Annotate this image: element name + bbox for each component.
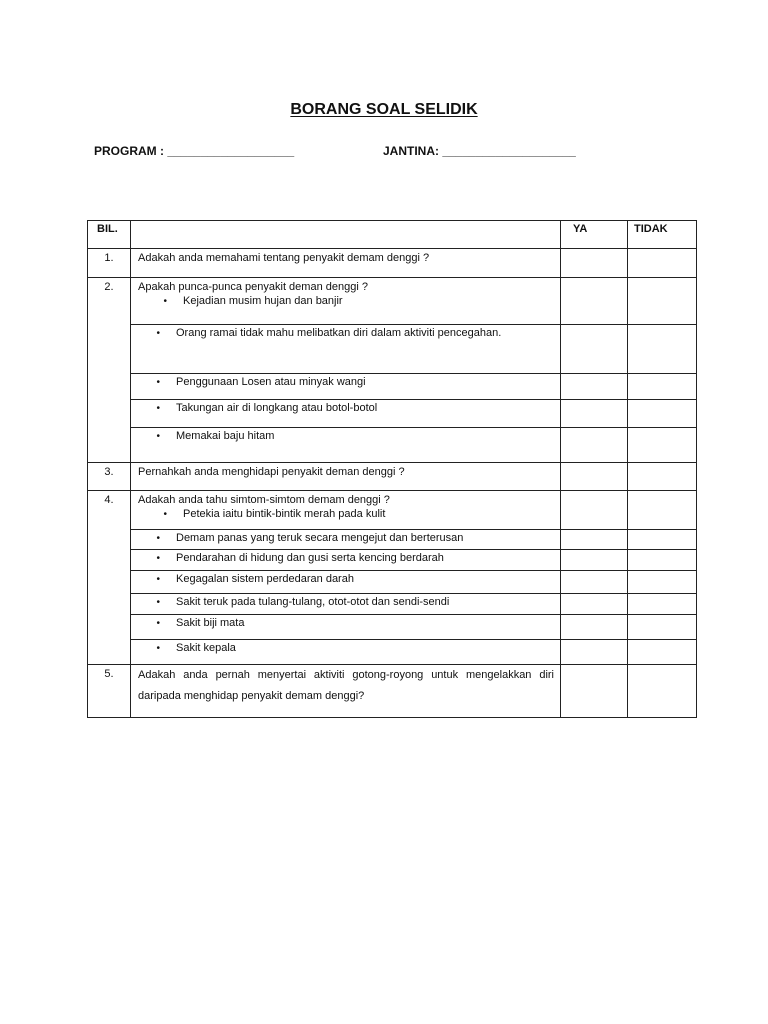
bullet-icon: • [156, 431, 160, 442]
answer-ya-cell[interactable] [561, 594, 628, 615]
survey-table [87, 220, 697, 718]
list-item [131, 400, 561, 428]
bullet-icon: • [156, 574, 160, 585]
question-number: 1. [88, 249, 131, 278]
header-ya: YA [561, 221, 628, 249]
list-row [88, 571, 697, 594]
list-item-label: Sakit biji mata [176, 617, 245, 629]
list-item [131, 571, 561, 594]
list-row [88, 594, 697, 615]
question-text: Adakah anda memahami tentang penyakit demam denggi ? [131, 249, 561, 278]
answer-ya-cell[interactable] [561, 374, 628, 400]
list-item [138, 506, 554, 520]
question-row-5 [88, 665, 697, 718]
list-row [88, 550, 697, 571]
bullet-icon: • [163, 509, 167, 520]
question-text [131, 491, 561, 530]
answer-ya-cell[interactable] [561, 665, 628, 718]
list-item-label: Orang ramai tidak mahu melibatkan diri dalam aktiviti pencegahan. [176, 327, 502, 339]
question-text [131, 278, 561, 325]
question-row-3 [88, 463, 697, 491]
bullet-icon: • [156, 533, 160, 544]
answer-ya-cell[interactable] [561, 571, 628, 594]
list-item-label: Sakit teruk pada tulang-tulang, otot-otot dan sendi-sendi [176, 596, 450, 608]
list-item-label: Kejadian musim hujan dan banjir [183, 295, 343, 307]
answer-ya-cell[interactable] [561, 278, 628, 325]
answer-tidak-cell[interactable] [628, 325, 697, 374]
header-row [88, 221, 697, 249]
header-bil: BIL. [88, 221, 131, 249]
list-item-label: Takungan air di longkang atau botol-botol [176, 402, 378, 414]
question-prompt: Apakah punca-punca penyakit deman denggi ? [138, 281, 368, 293]
list-item [131, 374, 561, 400]
bullet-icon: • [156, 643, 160, 654]
answer-ya-cell[interactable] [561, 428, 628, 463]
list-item-label: Penggunaan Losen atau minyak wangi [176, 376, 366, 388]
answer-tidak-cell[interactable] [628, 428, 697, 463]
list-item [131, 594, 561, 615]
list-item-label: Sakit kepala [176, 642, 236, 654]
list-item-label: Pendarahan di hidung dan gusi serta kencing berdarah [176, 552, 444, 564]
answer-tidak-cell[interactable] [628, 278, 697, 325]
answer-tidak-cell[interactable] [628, 400, 697, 428]
answer-ya-cell[interactable] [561, 615, 628, 640]
question-number: 5. [88, 665, 131, 718]
list-row [88, 428, 697, 463]
bullet-icon: • [156, 328, 160, 339]
answer-tidak-cell[interactable] [628, 374, 697, 400]
question-text: Pernahkah anda menghidapi penyakit deman denggi ? [131, 463, 561, 491]
answer-ya-cell[interactable] [561, 463, 628, 491]
answer-tidak-cell[interactable] [628, 665, 697, 718]
page-title: BORANG SOAL SELIDIK [290, 101, 478, 118]
list-item [131, 550, 561, 571]
bullet-icon: • [163, 296, 167, 307]
answer-tidak-cell[interactable] [628, 615, 697, 640]
question-number: 3. [88, 463, 131, 491]
header-tidak: TIDAK [628, 221, 697, 249]
answer-tidak-cell[interactable] [628, 594, 697, 615]
answer-tidak-cell[interactable] [628, 571, 697, 594]
list-row [88, 325, 697, 374]
question-number: 4. [88, 491, 131, 665]
list-item [131, 428, 561, 463]
question-text: Adakah anda pernah menyertai aktiviti gotong-royong untuk mengelakkan diri daripada menghidap penyakit demam denggi? [131, 665, 561, 718]
answer-ya-cell[interactable] [561, 325, 628, 374]
list-item [138, 293, 554, 307]
question-row-2 [88, 278, 697, 325]
list-item-label: Petekia iaitu bintik-bintik merah pada kulit [183, 508, 386, 520]
answer-ya-cell[interactable] [561, 491, 628, 530]
list-row [88, 374, 697, 400]
program-field[interactable]: PROGRAM : ___________________ [94, 144, 295, 158]
bullet-icon: • [156, 403, 160, 414]
list-item-label: Memakai baju hitam [176, 430, 275, 442]
question-number: 2. [88, 278, 131, 463]
list-row [88, 640, 697, 665]
jantina-field[interactable]: JANTINA: ____________________ [383, 144, 576, 158]
answer-tidak-cell[interactable] [628, 249, 697, 278]
question-row-4 [88, 491, 697, 530]
list-item-label: Demam panas yang teruk secara mengejut dan berterusan [176, 532, 464, 544]
answer-ya-cell[interactable] [561, 249, 628, 278]
answer-ya-cell[interactable] [561, 640, 628, 665]
header-question [131, 221, 561, 249]
list-row [88, 615, 697, 640]
bullet-icon: • [156, 618, 160, 629]
question-row-1 [88, 249, 697, 278]
list-item [131, 530, 561, 550]
list-row [88, 400, 697, 428]
answer-tidak-cell[interactable] [628, 640, 697, 665]
question-prompt: Adakah anda tahu simtom-simtom demam denggi ? [138, 494, 390, 506]
answer-ya-cell[interactable] [561, 550, 628, 571]
list-item-label: Kegagalan sistem perdedaran darah [176, 573, 354, 585]
bullet-icon: • [156, 377, 160, 388]
answer-tidak-cell[interactable] [628, 463, 697, 491]
list-item [131, 640, 561, 665]
list-row [88, 530, 697, 550]
answer-tidak-cell[interactable] [628, 550, 697, 571]
answer-ya-cell[interactable] [561, 400, 628, 428]
bullet-icon: • [156, 597, 160, 608]
answer-tidak-cell[interactable] [628, 530, 697, 550]
list-item [131, 615, 561, 640]
list-item [131, 325, 561, 374]
bullet-icon: • [156, 553, 160, 564]
answer-tidak-cell[interactable] [628, 491, 697, 530]
answer-ya-cell[interactable] [561, 530, 628, 550]
